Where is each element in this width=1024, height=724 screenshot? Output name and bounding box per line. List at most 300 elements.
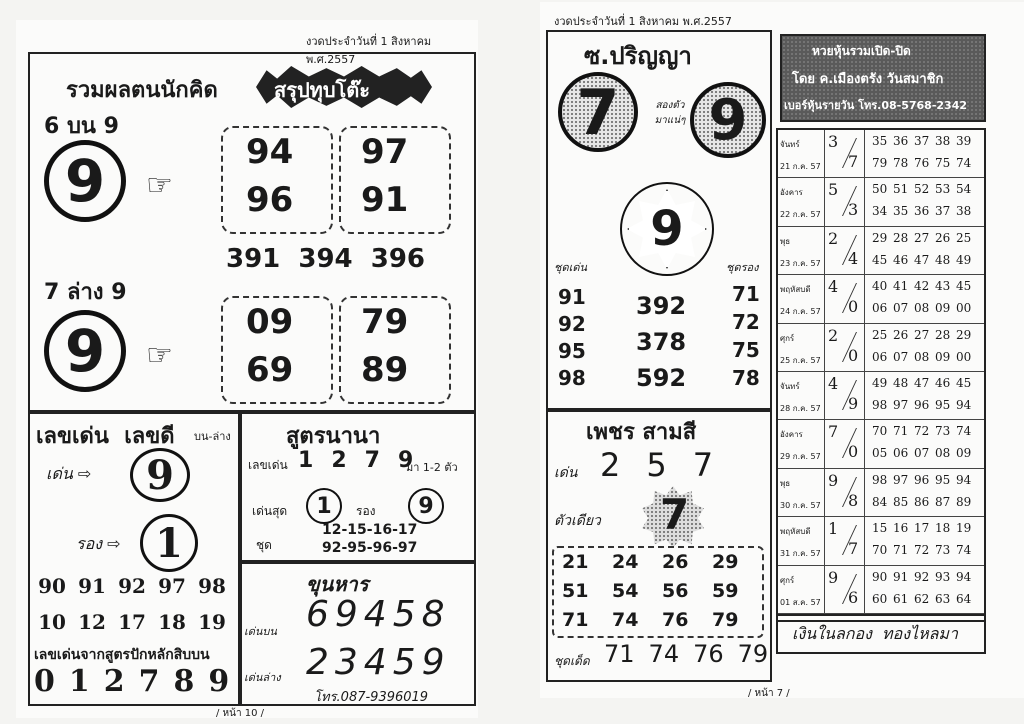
- petch-single-value: 7: [660, 490, 690, 539]
- phone: โทร.087-9396019: [314, 690, 429, 705]
- stats-r1-num: 91: [893, 569, 909, 584]
- stats-date: 23 ก.ค. 57: [780, 258, 821, 268]
- stats-a: 1: [828, 519, 839, 539]
- pointing-hand-icon: ☞: [146, 168, 173, 203]
- star-circle: [620, 182, 714, 276]
- stats-r1-num: 96: [914, 472, 930, 487]
- bottom-digit: 9: [64, 317, 106, 385]
- stats-r2-num: 45: [872, 252, 888, 267]
- petch-g-3-2: 74: [612, 609, 639, 631]
- stats-row: [778, 227, 984, 275]
- stats-r2-num: 96: [914, 398, 930, 412]
- feature-row2-n3: 17: [118, 610, 146, 634]
- second-value-circle: [140, 514, 198, 572]
- big-right-circle: [690, 82, 766, 158]
- stats-divider: [824, 566, 825, 614]
- stats-r1-num: 45: [956, 279, 972, 294]
- stats-b: 8: [848, 490, 859, 510]
- bottom-digit-circle: [44, 310, 126, 392]
- stats-r2-num: 61: [893, 591, 909, 606]
- stats-r2-num: 08: [935, 446, 951, 461]
- stats-r2: [872, 592, 977, 606]
- stats-r1-num: 41: [893, 279, 909, 294]
- stats-divider: [864, 227, 865, 275]
- stats-r2: [872, 398, 977, 412]
- stats-a: 4: [828, 374, 839, 393]
- set-label: ชุด: [256, 538, 272, 552]
- stats-r1-num: 70: [872, 424, 888, 439]
- stats-day: พฤหัสบดี: [780, 527, 811, 537]
- stats-r2-num: 36: [914, 204, 930, 219]
- col-mid: [636, 288, 686, 396]
- stats-r1: [872, 279, 977, 293]
- col-mid-3: 592: [636, 364, 687, 392]
- stats-date: 01 ส.ค. 57: [780, 597, 821, 607]
- left-badge-text: สรุปทุบโต๊ะ: [274, 78, 370, 102]
- stats-b: 0: [848, 442, 859, 462]
- col-right-2: 72: [732, 310, 760, 334]
- stats-r1-num: 38: [935, 134, 951, 148]
- stats-r1-num: 43: [935, 279, 951, 294]
- petch-grid-row-1: [562, 548, 752, 577]
- stats-r1: [872, 328, 977, 342]
- stats-r2-num: 06: [893, 446, 909, 461]
- stats-day: พุธ: [780, 478, 791, 488]
- stats-r1-num: 29: [872, 230, 888, 245]
- stats-r1-num: 50: [872, 182, 888, 197]
- stats-r2-num: 08: [914, 349, 930, 364]
- stats-r2-num: 09: [935, 301, 951, 316]
- stats-r1-num: 45: [956, 376, 972, 390]
- petch-g-1-4: 29: [712, 551, 739, 573]
- feature-row-2: [32, 610, 232, 634]
- feature-title: เลขเด่น เลขดี: [36, 424, 175, 449]
- stats-r1-num: 17: [914, 521, 930, 536]
- main-value-circle: [130, 448, 190, 502]
- stats-r2-num: 62: [914, 591, 930, 606]
- lower-value: 23459: [306, 642, 451, 683]
- feature-row-1: [32, 574, 232, 598]
- petch-title: เพชร สามสี: [586, 420, 697, 445]
- stats-date: 25 ก.ค. 57: [780, 355, 821, 365]
- stats-r1-num: 16: [893, 521, 909, 536]
- petch-g-3-4: 79: [712, 609, 739, 631]
- stats-r2-num: 89: [956, 494, 972, 509]
- petch-g-3-3: 76: [662, 609, 689, 631]
- stats-r2: [872, 495, 977, 509]
- petch-g-2-2: 54: [612, 580, 639, 602]
- stats-r2-num: 87: [935, 494, 951, 509]
- stats-b: 9: [848, 394, 859, 413]
- stats-r1: [872, 182, 977, 196]
- strong-value: 1: [316, 493, 332, 519]
- stats-divider: [824, 275, 825, 323]
- stats-date: 22 ก.ค. 57: [780, 210, 821, 220]
- stats-r1: [872, 473, 977, 487]
- stats-r1: [872, 231, 977, 245]
- stats-r1-num: 27: [914, 327, 930, 342]
- stats-day: พุธ: [780, 236, 791, 246]
- formula-title: เลขเด่นจากสูตรปักหลักสิบบน: [34, 647, 210, 663]
- stats-r2-num: 71: [893, 543, 909, 558]
- stats-date: 29 ก.ค. 57: [780, 452, 821, 462]
- top-label: 6 บน 9: [44, 114, 119, 139]
- feature-row1-n2: 91: [78, 574, 106, 598]
- stats-r1: [872, 570, 977, 584]
- stats-r1-num: 46: [935, 376, 951, 390]
- stats-r1-num: 52: [914, 182, 930, 197]
- stats-r1-num: 39: [956, 134, 972, 148]
- main-label-text: เด่น: [46, 464, 73, 483]
- stats-r1-num: 25: [872, 327, 888, 342]
- feature-row2-n2: 12: [78, 610, 106, 634]
- bottom-pair-4: 89: [361, 350, 409, 390]
- right-footer: / หน้า 7 /: [748, 688, 790, 699]
- col-left-label: ชุดเด่น: [554, 261, 588, 274]
- slogan: เงินในลกอง ทองไหลมา: [792, 624, 958, 643]
- main-label: เด่น ⇨: [46, 464, 92, 483]
- stats-r2-num: 08: [914, 301, 930, 316]
- stats-day: พฤหัสบดี: [780, 285, 811, 295]
- stats-r1-num: 37: [914, 134, 930, 148]
- stats-r1-num: 51: [893, 182, 909, 197]
- stats-b: 7: [848, 152, 859, 171]
- petch-g-2-4: 59: [712, 580, 739, 602]
- stats-r2-num: 73: [935, 543, 951, 558]
- stats-divider: [864, 420, 865, 468]
- big-left-digit: 7: [576, 75, 620, 149]
- stats-a: 9: [828, 567, 839, 587]
- stats-r1-num: 93: [935, 569, 951, 584]
- col-right-4: 78: [732, 366, 760, 390]
- stats-divider: [824, 420, 825, 468]
- top-pair-3: 96: [246, 180, 294, 220]
- stats-r2-num: 70: [872, 543, 888, 558]
- lead-digit-3: 7: [364, 448, 380, 473]
- stats-r1-num: 54: [956, 182, 972, 197]
- ad-line-2: โดย ค.เมืองตรัง วันสมาชิก: [792, 72, 944, 87]
- upper-label: เด่นบน: [244, 625, 277, 638]
- stats-r2-num: 00: [956, 301, 972, 316]
- stats-r2-num: 37: [935, 204, 951, 219]
- stats-b: 6: [848, 587, 859, 607]
- top-triples: 391 394 396: [226, 244, 426, 274]
- main-value: 9: [146, 451, 174, 499]
- stats-r2-num: 07: [914, 446, 930, 461]
- formulas-title: สูตรนานา: [286, 424, 381, 449]
- col-mid-1: 392: [636, 292, 687, 320]
- big-left-circle: [558, 72, 638, 152]
- col-right: [732, 280, 760, 392]
- stats-r2-num: 97: [893, 398, 909, 412]
- stats-r2-num: 07: [893, 301, 909, 316]
- stats-b: 3: [848, 200, 859, 220]
- stats-r1: [872, 424, 977, 438]
- stats-divider: [864, 324, 865, 372]
- stats-a: 4: [828, 277, 839, 297]
- stats-r2-num: 85: [893, 494, 909, 509]
- stats-r1: [872, 134, 977, 148]
- stats-day: จันทร์: [780, 140, 800, 149]
- stats-r1-num: 53: [935, 182, 951, 197]
- secondary-label: รอง: [356, 504, 376, 518]
- stats-r1-num: 29: [956, 327, 972, 342]
- stats-date: 24 ก.ค. 57: [780, 307, 821, 317]
- stats-r2-num: 09: [935, 349, 951, 364]
- stats-r1: [872, 521, 977, 535]
- feature-row1-n5: 98: [198, 574, 226, 598]
- stats-row: [778, 420, 984, 468]
- stats-r1-num: 47: [914, 376, 930, 390]
- col-right-label: ชุดรอง: [726, 261, 759, 274]
- stats-row: [778, 469, 984, 517]
- stats-b: 4: [848, 248, 859, 268]
- col-right-1: 71: [732, 282, 760, 306]
- stats-r2-num: 64: [956, 591, 972, 606]
- stats-r1-num: 25: [956, 230, 972, 245]
- center-note: สองตัว มาแน่ๆ: [654, 100, 686, 126]
- stats-divider: [824, 324, 825, 372]
- stats-divider: [824, 469, 825, 517]
- stats-row: [778, 130, 984, 178]
- stats-r1-num: 73: [935, 424, 951, 439]
- col-right-3: 75: [732, 338, 760, 362]
- stats-b: 0: [848, 345, 859, 365]
- ad-line-3: เบอร์หุ้นรายวัน โทร.08-5768-2342: [784, 99, 967, 112]
- petch-grid: [562, 548, 752, 635]
- stats-r2-num: 63: [935, 591, 951, 606]
- stats-day: ศุกร์: [780, 333, 795, 343]
- stats-r2-num: 34: [872, 204, 888, 219]
- stats-a: 5: [828, 180, 839, 200]
- stats-r2-num: 05: [872, 446, 888, 461]
- stats-divider: [824, 517, 825, 565]
- feature-subtitle: บน-ล่าง: [194, 430, 231, 443]
- petch-set: [604, 640, 768, 668]
- stats-date: 31 ก.ค. 57: [780, 549, 821, 559]
- stats-day: ศุกร์: [780, 575, 795, 585]
- left-page: [16, 20, 478, 718]
- petch-g-1-2: 24: [612, 551, 639, 573]
- stats-divider: [864, 517, 865, 565]
- stats-r1-num: 27: [914, 230, 930, 245]
- stats-row: [778, 324, 984, 372]
- stats-r1-num: 26: [935, 230, 951, 245]
- stats-r1-num: 15: [872, 521, 888, 536]
- feature-row2-n4: 18: [158, 610, 186, 634]
- left-footer: / หน้า 10 /: [216, 708, 265, 719]
- big-right-digit: 9: [708, 87, 748, 153]
- petch-grid-row-2: [562, 577, 752, 606]
- khunharn-title: ขุนหาร: [306, 572, 369, 596]
- stats-r2: [872, 253, 977, 267]
- petch-set-2: 74: [648, 640, 680, 668]
- lead-row: [248, 456, 288, 475]
- stats-r2-num: 60: [872, 591, 888, 606]
- stats-r2-num: 86: [914, 494, 930, 509]
- formula-digits: 012789: [34, 664, 244, 699]
- stats-r2: [872, 156, 977, 170]
- col-mid-2: 378: [636, 328, 687, 356]
- stats-r2: [872, 446, 977, 460]
- stats-r1-num: 94: [956, 569, 972, 584]
- stats-r1-num: 90: [872, 569, 888, 584]
- stats-r2-num: 07: [893, 349, 909, 364]
- stats-r2-num: 46: [893, 252, 909, 267]
- secondary-value: 9: [418, 493, 434, 519]
- stats-r2-num: 38: [956, 204, 972, 219]
- stats-r2-num: 49: [956, 252, 972, 267]
- stats-divider: [824, 130, 825, 178]
- top-digit: 9: [64, 147, 106, 215]
- stats-row: [778, 178, 984, 226]
- col-left-2: 92: [558, 312, 586, 336]
- petch-set-label: ชุดเด็ด: [554, 654, 590, 668]
- pointing-hand-icon: ☞: [146, 338, 173, 373]
- strong-label: เด่นสุด: [252, 504, 288, 518]
- stats-a: 2: [828, 325, 839, 345]
- stats-r2-num: 06: [872, 301, 888, 316]
- feature-row1-n1: 90: [38, 574, 66, 598]
- right-header: งวดประจำวันที่ 1 สิงหาคม พ.ศ.2557: [554, 15, 732, 28]
- set-2: 92-95-96-97: [322, 540, 418, 556]
- stats-r1-num: 92: [914, 569, 930, 584]
- petch-lead-3: 7: [692, 446, 714, 484]
- petch-g-3-1: 71: [562, 609, 589, 631]
- col-left-4: 98: [558, 366, 586, 390]
- stats-r1-num: 26: [893, 327, 909, 342]
- upper-value: 69458: [306, 594, 451, 635]
- stats-date: 30 ก.ค. 57: [780, 500, 821, 510]
- stats-r2: [872, 350, 977, 364]
- stats-divider: [864, 372, 865, 420]
- stats-r2-num: 84: [872, 494, 888, 509]
- col-left-3: 95: [558, 339, 586, 363]
- petch-set-3: 76: [693, 640, 724, 668]
- stats-b: 7: [848, 539, 859, 559]
- stats-r1-num: 97: [893, 472, 909, 487]
- strong-value-circle: [306, 488, 342, 524]
- top-pair-4: 91: [361, 180, 409, 220]
- set-1: 12-15-16-17: [322, 522, 418, 538]
- stats-r2-num: 09: [956, 446, 972, 461]
- stats-r2-num: 94: [956, 398, 972, 412]
- stats-row: [778, 275, 984, 323]
- stats-a: 9: [828, 470, 839, 490]
- petch-set-1: 71: [604, 640, 635, 668]
- stats-r2-num: 00: [956, 349, 972, 364]
- stats-r2-num: 74: [956, 156, 972, 170]
- stats-r1-num: 40: [872, 279, 888, 294]
- stats-r2-num: 79: [872, 156, 888, 170]
- stats-divider: [824, 227, 825, 275]
- stats-r2-num: 78: [893, 156, 909, 170]
- stats-r1-num: 35: [872, 134, 888, 148]
- petch-grid-row-3: [562, 606, 752, 635]
- bottom-pair-1: 09: [246, 302, 294, 342]
- left-title: รวมผลตนนักคิด: [66, 78, 218, 103]
- stats-r1-num: 28: [893, 230, 909, 245]
- petch-single-label: ตัวเดียว: [554, 513, 601, 529]
- stats-divider: [864, 275, 865, 323]
- stats-r2: [872, 301, 977, 315]
- stats-r1: [872, 376, 977, 390]
- stats-r1-num: 36: [893, 134, 909, 148]
- stats-row: [778, 372, 984, 420]
- stats-r2-num: 76: [914, 156, 930, 170]
- stats-r2-num: 47: [914, 252, 930, 267]
- stats-a: 2: [828, 228, 839, 248]
- stats-date: 28 ก.ค. 57: [780, 404, 821, 413]
- stats-a: 3: [828, 132, 839, 151]
- stats-day: อังคาร: [780, 430, 803, 440]
- stats-r2-num: 48: [935, 252, 951, 267]
- stats-r1-num: 94: [956, 472, 972, 487]
- petch-lead-digits: [600, 446, 713, 484]
- stats-row: [778, 517, 984, 565]
- stats-r1-num: 49: [872, 376, 888, 390]
- stats-divider: [824, 372, 825, 420]
- stats-divider: [824, 178, 825, 226]
- stats-r1-num: 28: [935, 327, 951, 342]
- feature-row2-n1: 10: [38, 610, 66, 634]
- stats-r2-num: 35: [893, 204, 909, 219]
- stats-day: จันทร์: [780, 382, 800, 391]
- stats-r2-num: 98: [872, 398, 888, 412]
- bottom-label: 7 ล่าง 9: [44, 280, 127, 305]
- stats-r1-num: 48: [893, 376, 909, 390]
- stats-r2: [872, 204, 977, 218]
- stats-r2-num: 74: [956, 543, 972, 558]
- lower-label: เด่นล่าง: [244, 671, 281, 684]
- stats-r2-num: 72: [914, 543, 930, 558]
- stats-r1-num: 71: [893, 424, 909, 439]
- petch-g-2-3: 56: [662, 580, 689, 602]
- lead-digit-1: 1: [298, 448, 314, 473]
- feature-row1-n4: 97: [158, 574, 186, 598]
- ad-line-1: หวยหุ้นรวมเปิด-ปิด: [812, 44, 911, 58]
- stats-r1-num: 72: [914, 424, 930, 439]
- stats-a: 7: [828, 422, 839, 442]
- petch-g-1-3: 26: [662, 551, 689, 573]
- stats-divider: [864, 130, 865, 178]
- stats-r2-num: 75: [935, 156, 951, 170]
- second-label: รอง ⇨: [76, 534, 121, 553]
- stats-day: อังคาร: [780, 188, 803, 198]
- petch-set-4: 79: [737, 640, 769, 668]
- petch-g-2-1: 51: [562, 580, 589, 602]
- petch-g-1-1: 21: [562, 551, 589, 573]
- lead-label: เลขเด่น: [248, 458, 288, 472]
- stats-r2-num: 06: [872, 349, 888, 364]
- stats-r1-num: 42: [914, 279, 930, 294]
- lead-digit-2: 2: [331, 448, 347, 473]
- stats-r1-num: 95: [935, 472, 951, 487]
- stats-r2-num: 95: [935, 398, 951, 412]
- col-left-1: 91: [558, 285, 586, 309]
- bottom-pair-2: 79: [361, 302, 409, 342]
- secondary-value-circle: [408, 488, 444, 524]
- stats-r2: [872, 543, 977, 557]
- second-value: 1: [155, 519, 183, 567]
- stats-date: 21 ก.ค. 57: [780, 162, 821, 171]
- star-digit: 9: [650, 201, 684, 257]
- top-pair-2: 97: [361, 132, 409, 172]
- stats-divider: [864, 178, 865, 226]
- stats-divider: [864, 469, 865, 517]
- stats-b: 0: [848, 297, 859, 317]
- feature-row2-n5: 19: [198, 610, 226, 634]
